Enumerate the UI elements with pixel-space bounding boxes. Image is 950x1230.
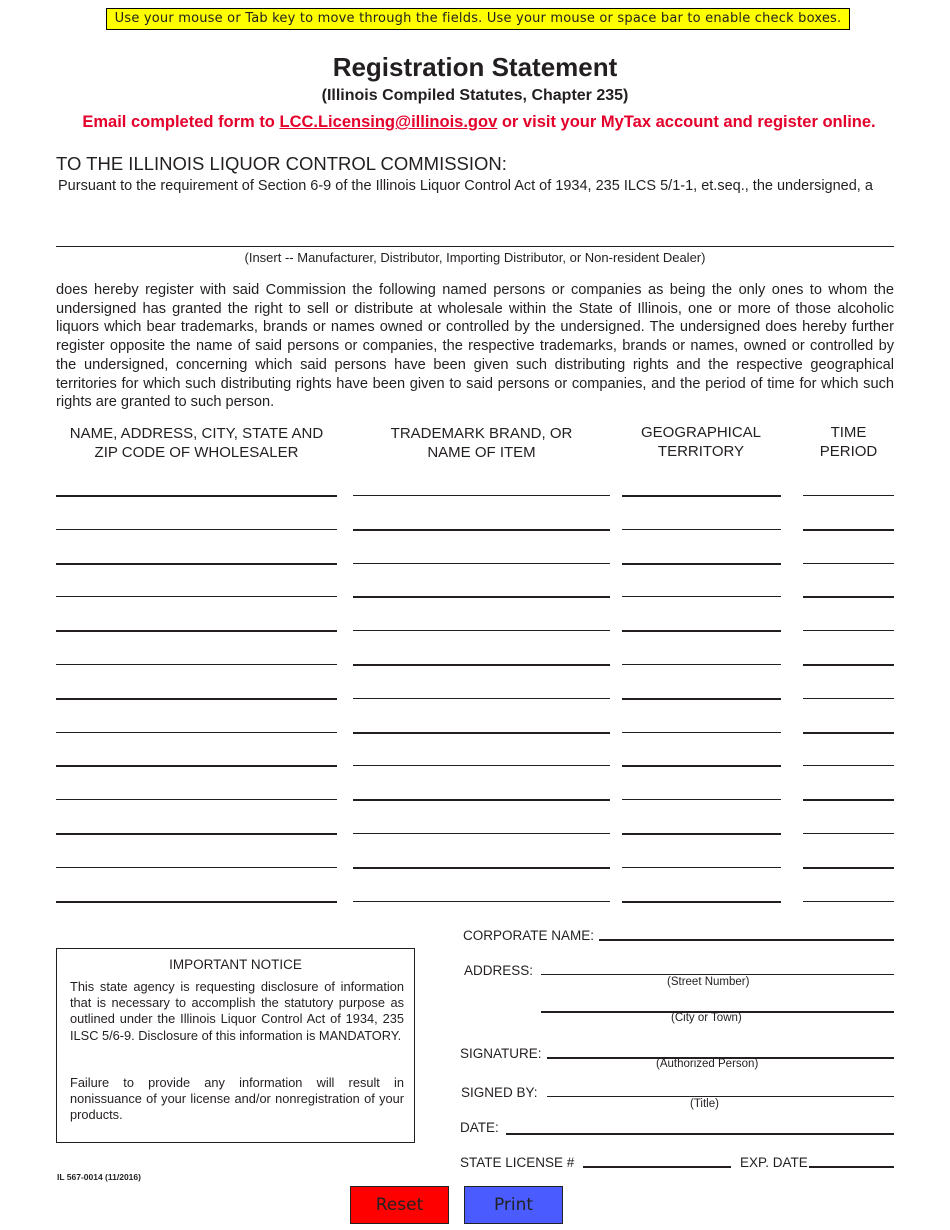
table-row-9-wholesaler-field[interactable] [56, 765, 337, 767]
table-row-7-period-field[interactable] [803, 698, 894, 699]
print-button[interactable]: Print [464, 1186, 563, 1224]
street-address-field[interactable] [541, 974, 894, 975]
table-row-3-trademark-field[interactable] [353, 563, 610, 564]
table-row-5-wholesaler-field[interactable] [56, 630, 337, 632]
authorized-person-hint: (Authorized Person) [656, 1058, 759, 1070]
table-row-7-territory-field[interactable] [622, 698, 781, 700]
table-row-6-territory-field[interactable] [622, 664, 781, 665]
corporate-name-field[interactable] [599, 939, 894, 941]
column-header-wholesaler-line1: NAME, ADDRESS, CITY, STATE AND [69, 425, 324, 442]
table-row-3-territory-field[interactable] [622, 563, 781, 565]
table-row-5-trademark-field[interactable] [353, 630, 610, 631]
column-header-territory [610, 423, 792, 461]
email-prefix: Email completed form to [82, 113, 280, 131]
signed-by-label: SIGNED BY: [461, 1085, 538, 1100]
table-row-12-territory-field[interactable] [622, 867, 781, 868]
table-row-8-wholesaler-field[interactable] [56, 732, 337, 733]
table-row-12-trademark-field[interactable] [353, 867, 610, 869]
column-header-period-line2: PERIOD [819, 443, 878, 460]
column-header-wholesaler [56, 424, 337, 462]
column-header-territory-line1: GEOGRAPHICAL [640, 424, 762, 441]
date-field[interactable] [506, 1133, 894, 1135]
table-row-5-period-field[interactable] [803, 630, 894, 631]
table-row-2-trademark-field[interactable] [353, 529, 610, 531]
table-row-9-territory-field[interactable] [622, 765, 781, 767]
table-row-1-trademark-field[interactable] [353, 495, 610, 496]
exp-date-field[interactable] [809, 1166, 894, 1168]
table-row-7-wholesaler-field[interactable] [56, 698, 337, 700]
column-header-trademark-line1: TRADEMARK BRAND, OR [390, 425, 573, 442]
city-town-hint: (City or Town) [671, 1012, 742, 1024]
title-hint: (Title) [690, 1098, 719, 1110]
column-header-period-line1: TIME [830, 424, 867, 441]
column-header-wholesaler-line2: ZIP CODE OF WHOLESALER [94, 444, 299, 461]
corporate-name-label: CORPORATE NAME: [463, 928, 595, 943]
table-row-2-period-field[interactable] [803, 529, 894, 531]
table-row-13-trademark-field[interactable] [353, 901, 610, 902]
table-row-11-territory-field[interactable] [622, 833, 781, 835]
column-header-territory-line2: TERRITORY [657, 443, 745, 460]
table-row-6-period-field[interactable] [803, 664, 894, 666]
email-suffix: or visit your MyTax account and register online. [497, 113, 876, 131]
table-row-4-territory-field[interactable] [622, 596, 781, 597]
table-row-10-period-field[interactable] [803, 799, 894, 801]
table-row-9-period-field[interactable] [803, 765, 894, 766]
table-row-8-trademark-field[interactable] [353, 732, 610, 734]
email-link[interactable]: LCC.Licensing@illinois.gov [279, 113, 498, 131]
form-number: IL 567-0014 (11/2016) [57, 1172, 141, 1182]
table-row-5-territory-field[interactable] [622, 630, 781, 632]
column-header-trademark [353, 424, 610, 462]
table-row-7-trademark-field[interactable] [353, 698, 610, 699]
table-row-2-wholesaler-field[interactable] [56, 529, 337, 530]
important-notice-box [56, 948, 415, 1143]
table-row-9-trademark-field[interactable] [353, 765, 610, 766]
registration-body-text: does hereby register with said Commission the following named persons or companies as being the only ones to whom the undersigned has granted the right to sell or distribute at wholesale within the State of Illinois, one or more of those alcoholic liquors which bear trademarks, brands or names owned or controlled by the undersigned. The undersigned does hereby further register opposite the name of said persons or companies, the respective trademarks, brands or names, owned or controlled by the undersigned, concerning which said persons have been given such distributing rights and the respective geographical territories for which such distributing rights have been given to said persons or companies, and the period of time for which such rights are granted to such person. [56, 282, 894, 411]
table-row-12-period-field[interactable] [803, 867, 894, 869]
table-row-3-period-field[interactable] [803, 563, 894, 564]
notice-paragraph-disclosure: This state agency is requesting disclosure of information that is necessary to accomplish the statutory purpose as outlined under the Illinois Liquor Control Act of 1934, 235 ILSC 5/6-9. Disclosure of this information is MANDATORY. [70, 979, 404, 1043]
table-row-8-territory-field[interactable] [622, 732, 781, 733]
table-row-11-trademark-field[interactable] [353, 833, 610, 834]
table-row-6-wholesaler-field[interactable] [56, 664, 337, 665]
table-row-4-trademark-field[interactable] [353, 596, 610, 598]
table-row-3-wholesaler-field[interactable] [56, 563, 337, 565]
table-row-2-territory-field[interactable] [622, 529, 781, 530]
table-row-13-wholesaler-field[interactable] [56, 901, 337, 903]
table-row-11-wholesaler-field[interactable] [56, 833, 337, 835]
table-row-10-trademark-field[interactable] [353, 799, 610, 801]
street-number-hint: (Street Number) [667, 976, 750, 988]
table-row-13-period-field[interactable] [803, 901, 894, 902]
state-license-field[interactable] [583, 1166, 731, 1168]
column-header-trademark-line2: NAME OF ITEM [427, 444, 536, 461]
table-row-1-territory-field[interactable] [622, 495, 781, 497]
signature-label: SIGNATURE: [460, 1046, 542, 1061]
pursuant-text: Pursuant to the requirement of Section 6-9 of the Illinois Liquor Control Act of 1934, 235 ILCS 5/1-1, et.seq., the undersigned, a [58, 178, 873, 194]
table-row-1-period-field[interactable] [803, 495, 894, 496]
table-row-10-wholesaler-field[interactable] [56, 799, 337, 800]
notice-title: IMPORTANT NOTICE [169, 957, 302, 972]
signed-by-field[interactable] [547, 1096, 894, 1097]
table-row-4-period-field[interactable] [803, 596, 894, 598]
state-license-label: STATE LICENSE # [460, 1155, 575, 1170]
addressee-line: TO THE ILLINOIS LIQUOR CONTROL COMMISSION: [56, 153, 507, 174]
registrant-type-field[interactable] [56, 246, 894, 247]
table-row-4-wholesaler-field[interactable] [56, 596, 337, 597]
table-row-12-wholesaler-field[interactable] [56, 867, 337, 868]
date-label: DATE: [460, 1120, 499, 1135]
table-row-8-period-field[interactable] [803, 732, 894, 734]
table-row-1-wholesaler-field[interactable] [56, 495, 337, 497]
registrant-type-hint: (Insert -- Manufacturer, Distributor, Importing Distributor, or Non-resident Dealer) [244, 250, 706, 265]
reset-button[interactable]: Reset [350, 1186, 449, 1224]
column-header-period [803, 423, 894, 461]
table-row-13-territory-field[interactable] [622, 901, 781, 903]
instruction-banner: Use your mouse or Tab key to move through the fields. Use your mouse or space bar to enable check boxes. [106, 8, 850, 30]
notice-paragraph-failure: Failure to provide any information will result in nonissuance of your license and/or nonregistration of your products. [70, 1075, 404, 1123]
form-subtitle: (Illinois Compiled Statutes, Chapter 235) [321, 87, 629, 104]
table-row-6-trademark-field[interactable] [353, 664, 610, 666]
exp-date-label: EXP. DATE [740, 1155, 808, 1170]
table-row-10-territory-field[interactable] [622, 799, 781, 800]
email-instruction [0, 113, 950, 132]
table-row-11-period-field[interactable] [803, 833, 894, 834]
address-label: ADDRESS: [464, 963, 534, 978]
form-title: Registration Statement [332, 52, 618, 82]
